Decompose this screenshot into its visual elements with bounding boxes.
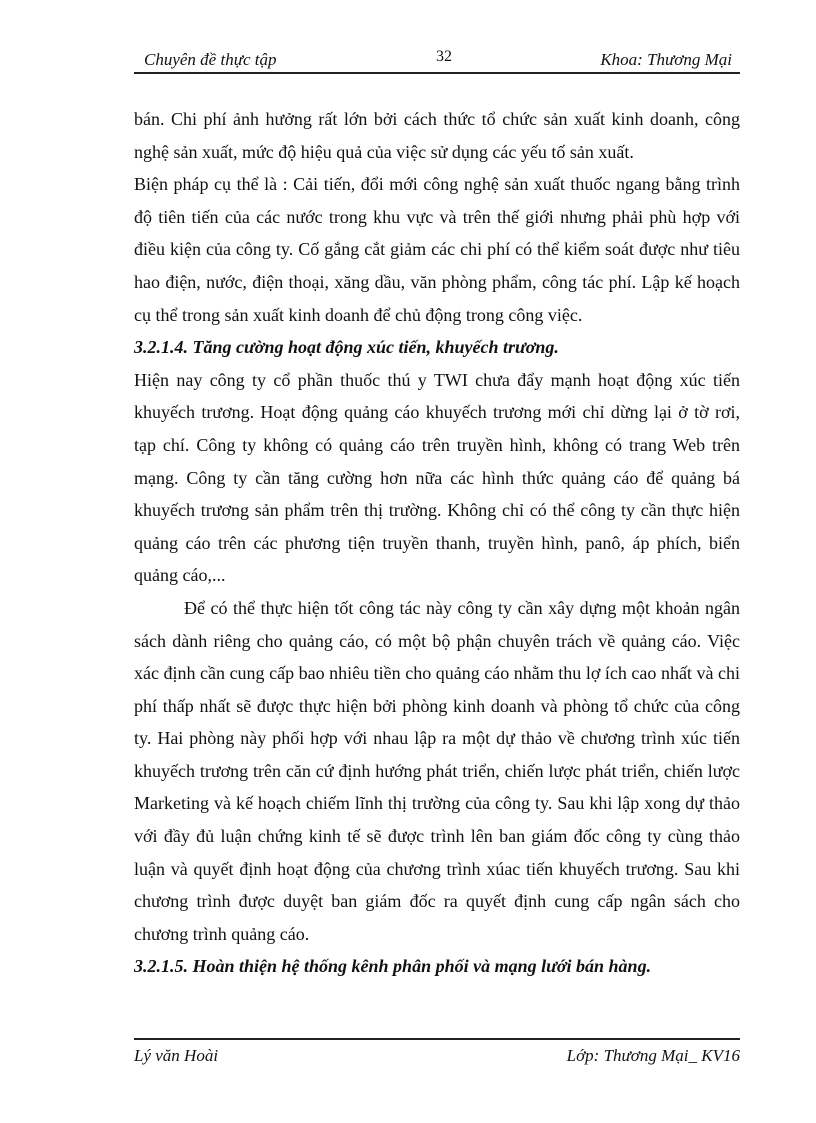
paragraph-measures: Biện pháp cụ thể là : Cải tiến, đổi mới công nghệ sản xuất thuốc ngang bằng trình độ tiên tiến của các nước trong khu vực và trên thế giới nhưng phải phù hợp với điều kiện của công ty. Cố gắng cắt giảm các chi phí có thể kiểm soát được như tiêu hao điện, nước, điện thoại, xăng dầu, văn phòng phẩm, công tác phí. Lập kế hoạch cụ thể trong sản xuất kinh doanh để chủ động trong công việc. — [134, 174, 740, 325]
section-heading-distribution: 3.2.1.5. Hoàn thiện hệ thống kênh phân phối và mạng lưới bán hàng. — [134, 956, 652, 977]
page-body — [134, 103, 740, 983]
paragraph-cost: bán. Chi phí ảnh hưởng rất lớn bởi cách thức tổ chức sản xuất kinh doanh, công nghệ sản xuất, mức độ hiệu quả của việc sử dụng các yếu tố sản xuất. — [134, 109, 740, 162]
paragraph-advertising-budget: Để có thể thực hiện tốt công tác này công ty cần xây dựng một khoản ngân sách dành riêng cho quảng cáo, có một bộ phận chuyên trách về quảng cáo. Việc xác định cần cung cấp bao nhiêu tiền cho quảng cáo nhằm thu lợ ích cao nhất và chi phí thấp nhất sẽ được thực hiện bởi phòng kinh doanh và phòng tổ chức của công ty. Hai phòng này phối hợp với nhau lập ra một dự thảo về chương trình xúc tiến khuyếch trương trên căn cứ định hướng phát triển, chiến lược phát triển, chiến lược Marketing và kế hoạch chiếm lĩnh thị trường của công ty. Sau khi lập xong dự thảo với đầy đủ luận chứng kinh tế sẽ được trình lên ban giám đốc công ty cùng thảo luận và quyết định hoạt động của chương trình xúac tiến khuyếch trương. Sau khi chương trình được duyệt ban giám đốc ra quyết định cung cấp ngân sách cho chương trình quảng cáo. — [134, 597, 740, 944]
page-footer — [134, 1038, 740, 1068]
footer-author: Lý văn Hoài — [134, 1046, 219, 1065]
header-department: Khoa: Thương Mại — [600, 50, 732, 69]
header-title: Chuyên đề thực tập — [144, 50, 277, 69]
page-header — [134, 48, 740, 74]
footer-class: Lớp: Thương Mại_ KV16 — [566, 1046, 740, 1065]
page-number: 32 — [436, 48, 452, 65]
paragraph-promotion-status: Hiện nay công ty cổ phần thuốc thú y TWI chưa đẩy mạnh hoạt động xúc tiến khuyếch trương. Hoạt động quảng cáo khuyếch trương mới chỉ dừng lại ở tờ rơi, tạp chí. Công ty không có quảng cáo trên truyền hình, không có trang Web trên mạng. Công ty cần tăng cường hơn nữa các hình thức quảng cáo để quảng bá khuyếch trương sản phẩm trên thị trường. Không chỉ có thể công ty cần thực hiện quảng cáo trên các phương tiện truyền thanh, truyền hình, panô, áp phích, biển quảng cáo,... — [134, 369, 740, 586]
section-heading-promotion: 3.2.1.4. Tăng cường hoạt động xúc tiến, khuyếch trương. — [134, 337, 559, 358]
